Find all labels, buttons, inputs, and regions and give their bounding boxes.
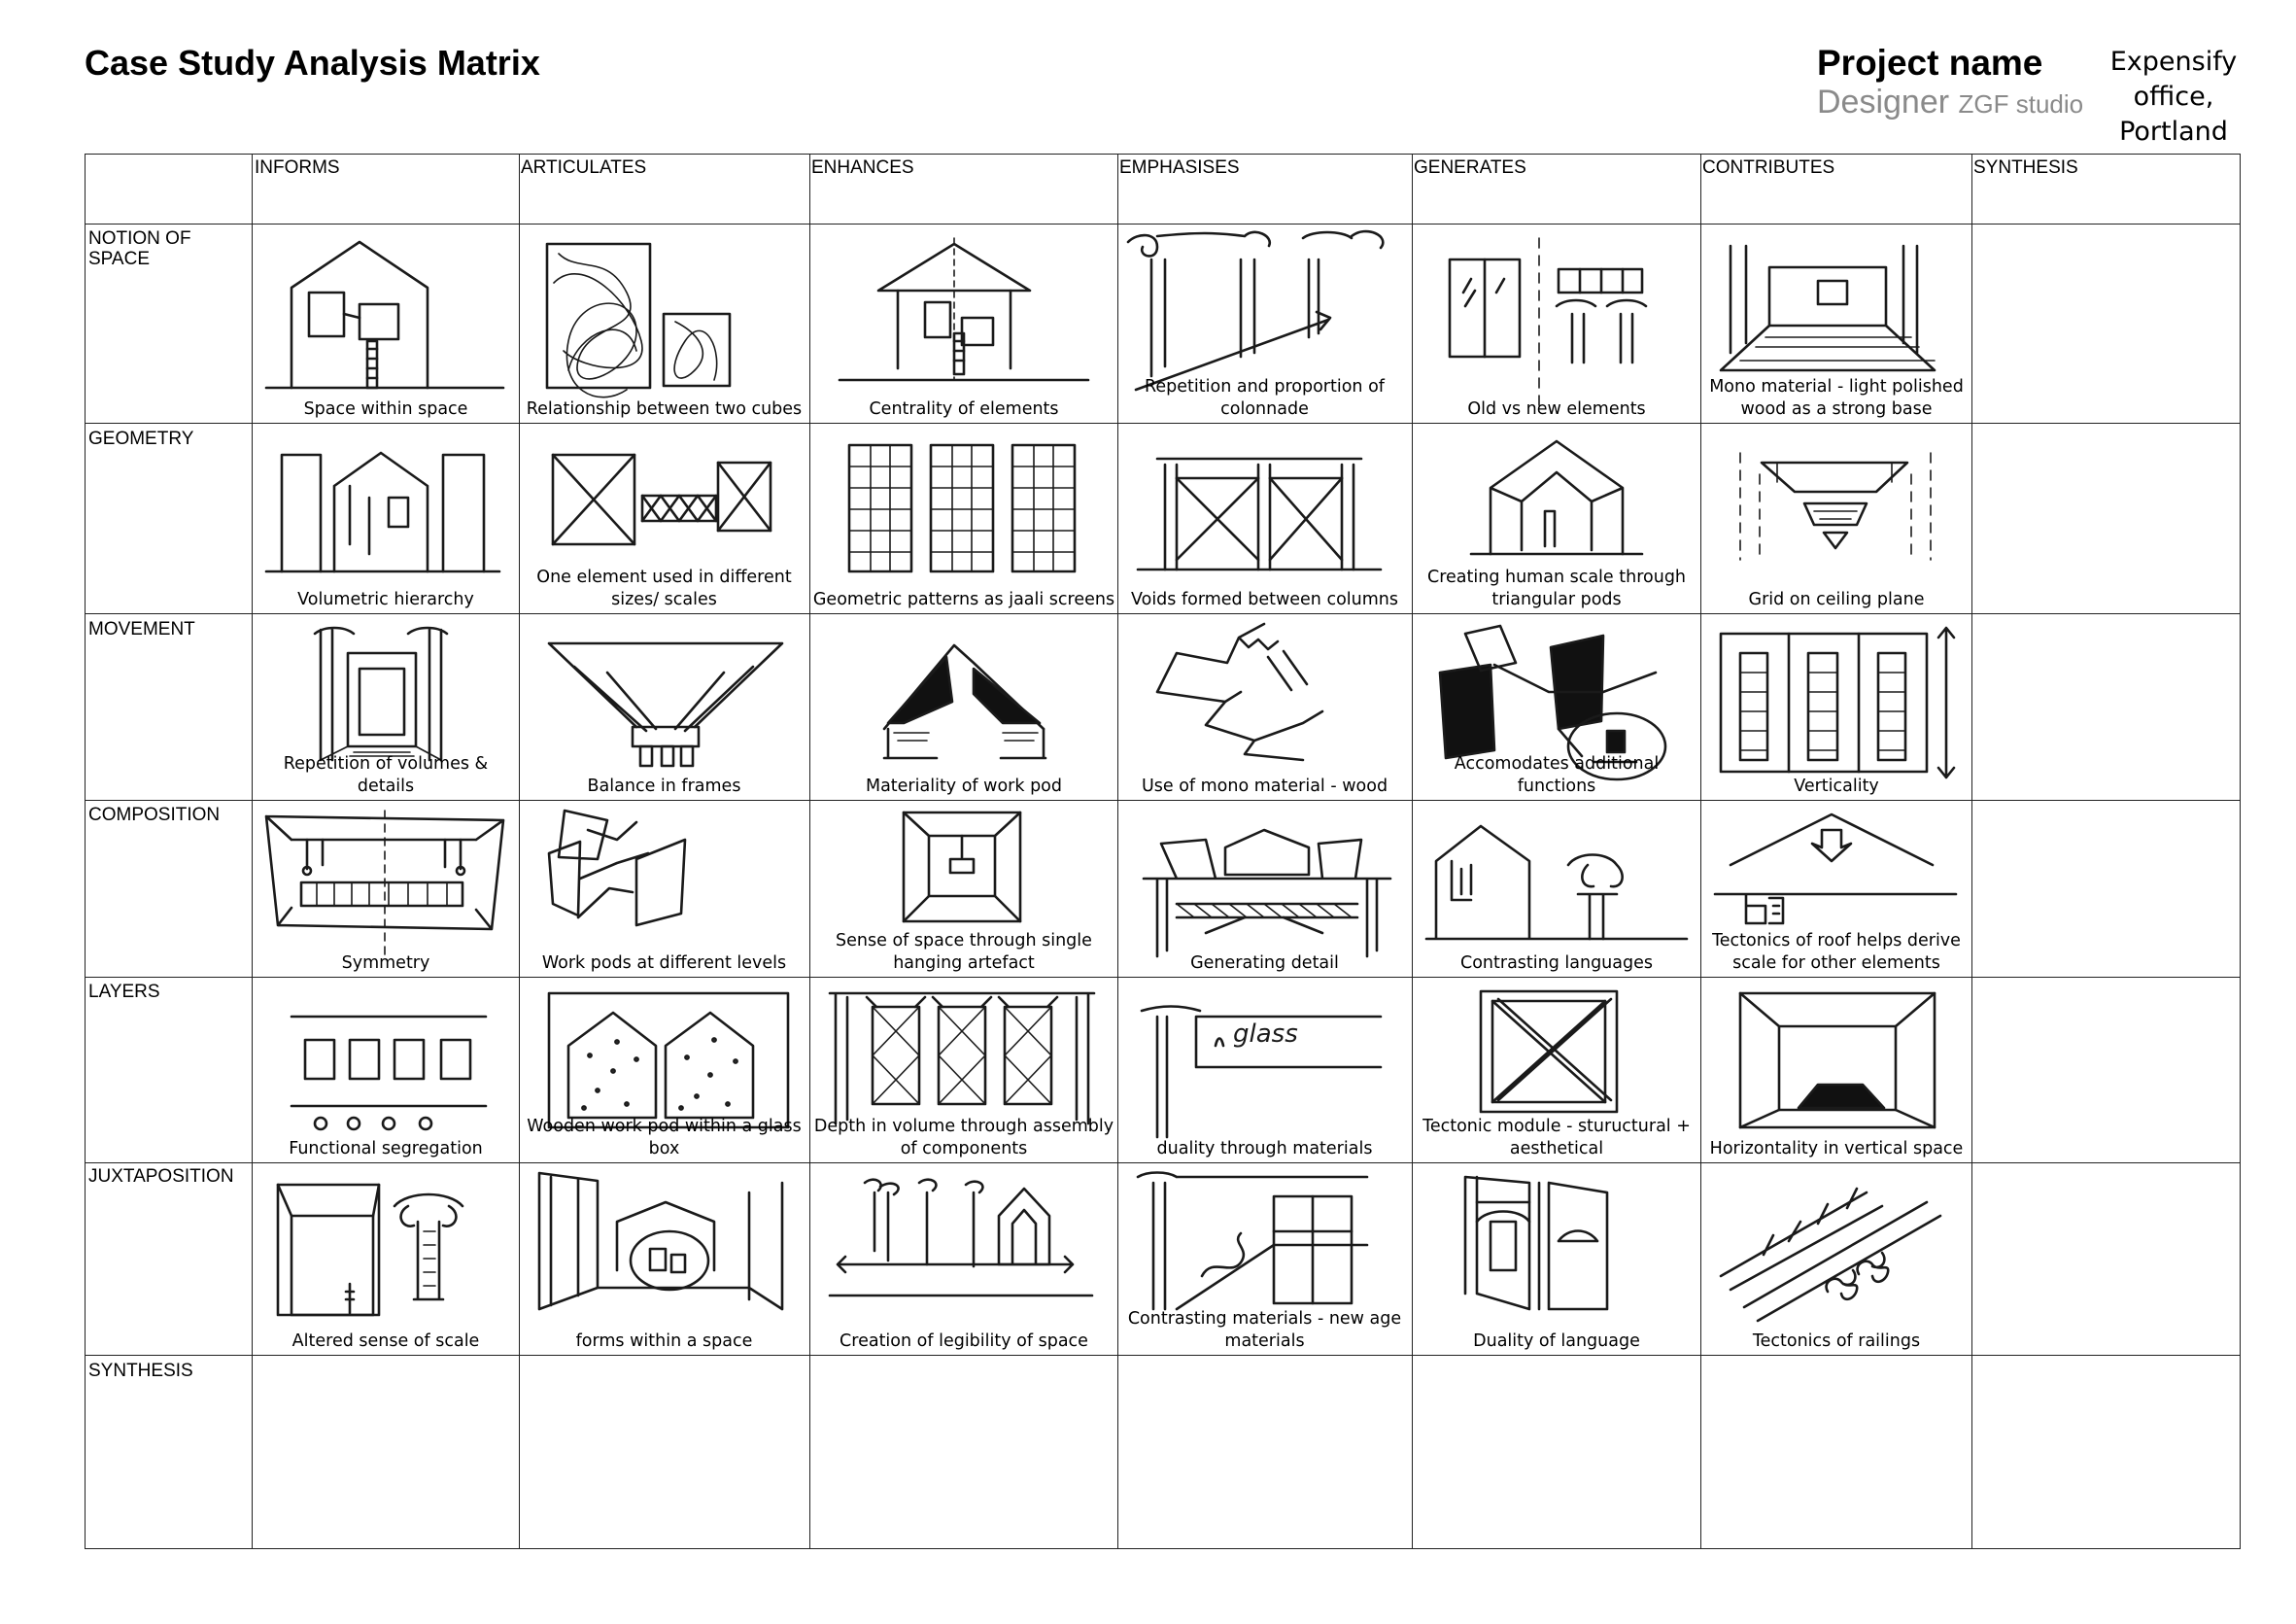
sketch-cell — [810, 424, 1117, 614]
sketch-cell — [1413, 1163, 1700, 1356]
cell-caption: Centrality of elements — [869, 399, 1059, 419]
centrality-sketch-icon — [810, 225, 1117, 424]
cell-caption: forms within a space — [575, 1331, 753, 1351]
cell-caption: Functional segregation — [289, 1139, 483, 1158]
grid-line — [86, 613, 2240, 614]
grid-line — [519, 155, 520, 1548]
cell-caption: Contrasting materials - new age materials — [1127, 1309, 1402, 1351]
cell-caption: Creating human scale through triangular pods — [1426, 568, 1687, 609]
mono-material-stair-icon — [1118, 614, 1411, 801]
cell-caption: Tectonics of railings — [1752, 1331, 1921, 1351]
railings-tectonics-icon — [1701, 1163, 1971, 1356]
analysis-matrix — [85, 154, 2241, 1549]
project-name-label: Project name — [1817, 43, 2043, 83]
cell-caption: Accomodates additional functions — [1454, 754, 1660, 796]
column-header-informs: INFORMS — [255, 157, 340, 178]
column-header-enhances: ENHANCES — [811, 157, 914, 178]
sketch-cell — [810, 614, 1117, 801]
location-line-1: Expensify office, — [2109, 47, 2238, 112]
columns-voids-icon — [1118, 424, 1411, 614]
cell-caption: Symmetry — [341, 953, 430, 973]
sketch-cell — [1413, 424, 1700, 614]
row-header-movement: MOVEMENT — [88, 619, 195, 639]
designer-value: ZGF studio — [1958, 89, 2084, 119]
grid-line — [1971, 155, 1972, 1548]
horizontality-icon — [1701, 978, 1971, 1163]
grid-line — [86, 800, 2240, 801]
sketch-cell — [810, 1163, 1117, 1356]
cell-caption: Creation of legibility of space — [840, 1331, 1088, 1351]
jaali-pattern-icon — [810, 424, 1117, 614]
duality-language-icon — [1413, 1163, 1700, 1356]
sketch-cell — [810, 801, 1117, 978]
grid-line — [252, 155, 253, 1548]
sketch-cell — [520, 614, 808, 801]
sketch-cell — [1118, 424, 1411, 614]
work-pod-materiality-icon — [810, 614, 1117, 801]
cell-caption: Horizontality in vertical space — [1709, 1139, 1964, 1158]
cell-caption: Verticality — [1794, 777, 1879, 796]
cell-caption: duality through materials — [1156, 1139, 1373, 1158]
row-header-juxtaposition: JUXTAPOSITION — [88, 1166, 234, 1187]
old-vs-new-icon — [1413, 225, 1700, 424]
location-line-2: Portland — [2119, 117, 2228, 147]
column-header-generates: GENERATES — [1414, 157, 1526, 178]
sketch-cell — [253, 225, 519, 424]
cell-caption: Old vs new elements — [1467, 399, 1646, 419]
sketch-cell — [1413, 225, 1700, 424]
sketch-cell — [1413, 978, 1700, 1163]
row-header-notion-of-space: NOTION OF SPACE — [88, 228, 191, 269]
sketch-cell — [1701, 424, 1971, 614]
sketch-cell — [1701, 978, 1971, 1163]
cell-caption: Altered sense of scale — [291, 1331, 480, 1351]
contrasting-languages-icon — [1413, 801, 1700, 978]
cell-caption: Use of mono material - wood — [1141, 777, 1388, 796]
column-header-contributes: CONTRIBUTES — [1702, 157, 1835, 178]
cell-caption: Grid on ceiling plane — [1748, 590, 1925, 609]
sketch-cell — [810, 978, 1117, 1163]
sketch-cell — [1701, 801, 1971, 978]
cell-caption: Contrasting languages — [1460, 953, 1653, 973]
cell-caption: Duality of language — [1473, 1331, 1640, 1351]
house-sketch-icon — [253, 225, 519, 424]
sketch-cell — [253, 424, 519, 614]
row-header-geometry: GEOMETRY — [88, 429, 194, 449]
sketch-cell — [1701, 1163, 1971, 1356]
grid-line — [86, 1162, 2240, 1163]
cell-caption: Voids formed between columns — [1131, 590, 1398, 609]
grid-line — [1700, 155, 1701, 1548]
sketch-cell — [1118, 978, 1411, 1163]
page-title: Case Study Analysis Matrix — [85, 43, 540, 83]
cell-caption: Geometric patterns as jaali screens — [812, 590, 1115, 609]
cell-caption: Tectonic module - stuructural + aesthetical — [1422, 1117, 1691, 1158]
cell-caption: Repetition of volumes & details — [283, 754, 489, 796]
cell-caption: Sense of space through single hanging artefact — [836, 931, 1092, 973]
sketch-cell — [520, 801, 808, 978]
cell-caption: Depth in volume through assembly of components — [813, 1117, 1114, 1158]
cell-caption: One element used in different sizes/ scales — [536, 568, 792, 609]
row-header-composition: COMPOSITION — [88, 805, 221, 825]
column-header-synthesis: SYNTHESIS — [1973, 157, 2078, 178]
grid-line — [86, 1355, 2240, 1356]
column-header-articulates: ARTICULATES — [521, 157, 647, 178]
sketch-cell — [520, 424, 808, 614]
altered-scale-icon — [253, 1163, 519, 1356]
symmetry-icon — [253, 801, 519, 978]
cell-caption: Work pods at different levels — [541, 953, 787, 973]
designer-label: Designer — [1817, 84, 1950, 121]
sketch-cell — [253, 614, 519, 801]
cell-caption: Mono material - light polished wood as a strong base — [1709, 377, 1964, 419]
duality-materials-icon — [1118, 978, 1411, 1163]
sketch-cell — [253, 801, 519, 978]
cell-caption: Balance in frames — [587, 777, 741, 796]
sketch-cell — [253, 1163, 519, 1356]
row-header-layers: LAYERS — [88, 982, 160, 1002]
cell-caption: Repetition and proportion of colonnade — [1145, 377, 1385, 419]
sketch-cell — [253, 978, 519, 1163]
cell-caption: Materiality of work pod — [865, 777, 1062, 796]
sketch-cell — [520, 1163, 808, 1356]
cell-caption: Wooden work pod within a glass box — [527, 1117, 802, 1158]
sketch-cell — [520, 225, 808, 424]
sketch-cell — [520, 978, 808, 1163]
sketch-cell — [1118, 225, 1411, 424]
legibility-space-icon — [810, 1163, 1117, 1356]
grid-line — [86, 977, 2240, 978]
functional-segregation-icon — [253, 978, 519, 1163]
cell-caption: Tectonics of roof helps derive scale for other elements — [1712, 931, 1961, 973]
sketch-glass-label: glass — [1233, 1019, 1298, 1049]
ceiling-grid-icon — [1701, 424, 1971, 614]
verticality-icon — [1701, 614, 1971, 801]
sketch-cell — [1413, 614, 1700, 801]
grid-line — [1117, 155, 1118, 1548]
balance-frames-icon — [520, 614, 808, 801]
designer-line — [1817, 84, 2083, 121]
grid-line — [1412, 155, 1413, 1548]
volumetric-hierarchy-icon — [253, 424, 519, 614]
sketch-cell — [810, 225, 1117, 424]
column-header-emphasises: EMPHASISES — [1119, 157, 1240, 178]
sketch-cell — [1701, 225, 1971, 424]
grid-line — [809, 155, 810, 1548]
generating-detail-icon — [1118, 801, 1411, 978]
grid-line — [86, 224, 2240, 225]
forms-within-space-icon — [520, 1163, 808, 1356]
cell-caption: Generating detail — [1190, 953, 1339, 973]
cell-caption: Relationship between two cubes — [526, 399, 803, 419]
two-cubes-icon — [520, 225, 808, 424]
cell-caption: Volumetric hierarchy — [297, 590, 474, 609]
location — [2072, 45, 2276, 150]
sketch-cell — [1413, 801, 1700, 978]
cell-caption: Space within space — [303, 399, 468, 419]
sketch-cell — [1118, 1163, 1411, 1356]
row-header-synthesis: SYNTHESIS — [88, 1361, 193, 1381]
pods-levels-icon — [520, 801, 808, 978]
sketch-cell — [1701, 614, 1971, 801]
sketch-cell — [1118, 614, 1411, 801]
grid-line — [86, 423, 2240, 424]
sketch-cell — [1118, 801, 1411, 978]
